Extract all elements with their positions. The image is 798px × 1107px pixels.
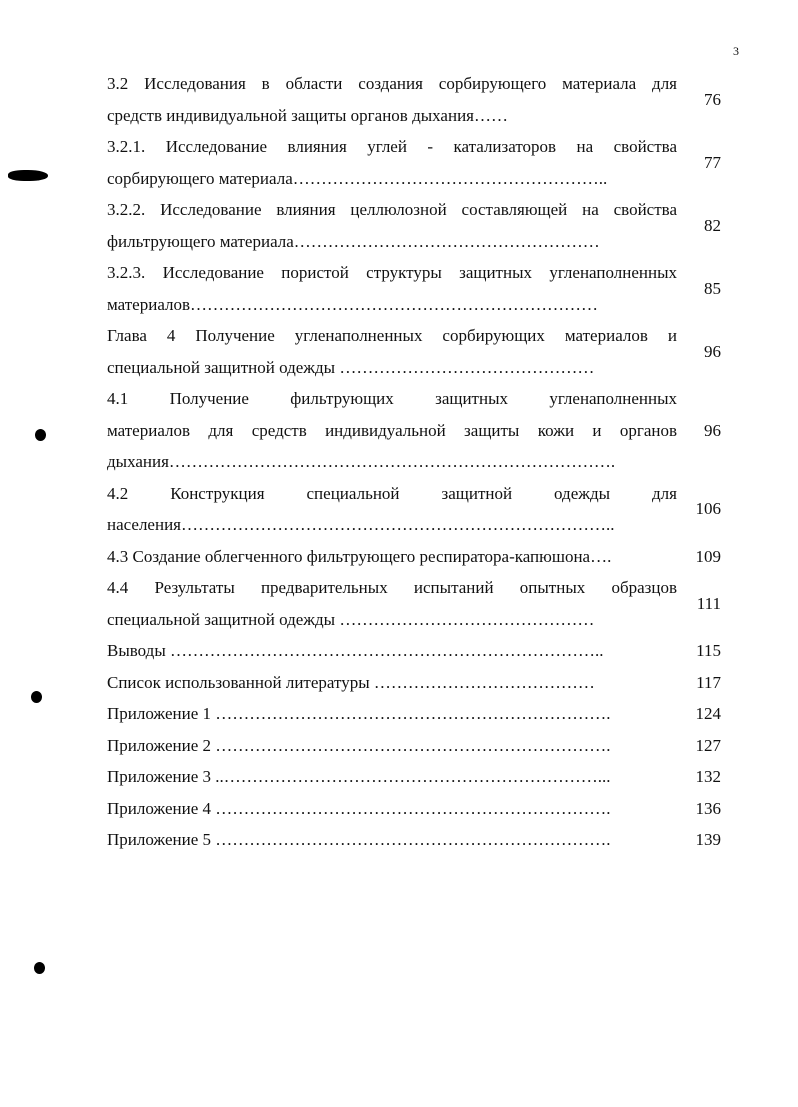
toc-line: 4.3 Создание облегченного фильтрующего респиратора-капюшона…. bbox=[107, 546, 612, 566]
toc-line: 3.2.3. Исследование пористой структуры защитных угленаполненных bbox=[107, 263, 677, 282]
toc-line: фильтрующего материала……………………………………………… bbox=[107, 231, 600, 251]
punch-hole-mark bbox=[35, 429, 46, 441]
toc-entry bbox=[107, 730, 721, 762]
toc-line: средств индивидуальной защиты органов дыхания…… bbox=[107, 105, 508, 125]
toc-entry-title bbox=[107, 320, 677, 383]
toc-page-number: 106 bbox=[695, 499, 721, 519]
toc-page-number: 96 bbox=[704, 420, 721, 440]
toc-line: Глава 4 Получение угленаполненных сорбирующих материалов и bbox=[107, 326, 677, 345]
toc-line: 4.4 Результаты предварительных испытаний опытных образцов bbox=[107, 578, 677, 597]
page-number: 3 bbox=[733, 44, 739, 58]
toc-page-number: 82 bbox=[704, 215, 721, 235]
toc-line: дыхания……………………………………………………………………. bbox=[107, 452, 616, 471]
toc-entry-title bbox=[107, 667, 677, 699]
toc-entry-title bbox=[107, 383, 677, 478]
toc-entry bbox=[107, 824, 721, 856]
toc-line: 3.2.1. Исследование влияния углей - катализаторов на свойства bbox=[107, 137, 677, 156]
toc-entry-title bbox=[107, 824, 677, 856]
toc-entry bbox=[107, 131, 721, 194]
toc-entry-title bbox=[107, 257, 677, 320]
toc-line: Приложение 5 ……………………………………………………………. bbox=[107, 830, 611, 849]
toc-entry-title bbox=[107, 131, 677, 194]
toc-entry-title bbox=[107, 68, 677, 131]
toc-line: Список использованной литературы ………………………………… bbox=[107, 672, 595, 692]
toc-entry-title bbox=[107, 194, 677, 257]
toc-page-number: 139 bbox=[695, 830, 721, 849]
toc-entry bbox=[107, 478, 721, 541]
toc-entry-title bbox=[107, 541, 677, 573]
toc-line: специальной защитной одежды ……………………………………… bbox=[107, 609, 595, 629]
toc-page-number: 111 bbox=[696, 593, 721, 613]
toc-entry bbox=[107, 383, 721, 478]
toc-line: Приложение 4 ……………………………………………………………. bbox=[107, 798, 611, 818]
toc-page-number: 76 bbox=[704, 89, 721, 109]
toc-line: Выводы ………………………………………………………………….. bbox=[107, 641, 604, 660]
toc-page-number: 127 bbox=[695, 735, 721, 755]
toc-page-number: 117 bbox=[696, 672, 721, 692]
toc-entry bbox=[107, 320, 721, 383]
toc-line: Приложение 3 ..…………………………………………………………... bbox=[107, 767, 611, 786]
toc-page-number: 85 bbox=[704, 278, 721, 298]
toc-entry bbox=[107, 257, 721, 320]
toc-page-number: 77 bbox=[704, 152, 721, 172]
toc-line: Приложение 1 ……………………………………………………………. bbox=[107, 704, 611, 723]
punch-hole-mark bbox=[34, 962, 45, 974]
toc-entry-title bbox=[107, 730, 677, 762]
toc-entry bbox=[107, 572, 721, 635]
toc-line: населения………………………………………………………………….. bbox=[107, 515, 615, 534]
toc-entry bbox=[107, 761, 721, 793]
toc-line: специальной защитной одежды ……………………………………… bbox=[107, 357, 595, 377]
toc-line: 3.2 Исследования в области создания сорбирующего материала для bbox=[107, 74, 677, 93]
toc-page-number: 109 bbox=[695, 546, 721, 566]
toc-entry-title bbox=[107, 635, 677, 667]
toc-entry bbox=[107, 541, 721, 573]
toc-entry-title bbox=[107, 793, 677, 825]
toc-entry bbox=[107, 793, 721, 825]
toc-line: сорбирующего материала……………………………………………….. bbox=[107, 168, 608, 188]
toc-entry bbox=[107, 68, 721, 131]
toc-entry bbox=[107, 194, 721, 257]
toc-entry bbox=[107, 667, 721, 699]
toc-entry bbox=[107, 698, 721, 730]
toc-page-number: 136 bbox=[695, 798, 721, 818]
toc-entry bbox=[107, 635, 721, 667]
toc-line: материалов……………………………………………………………… bbox=[107, 294, 599, 314]
ink-smudge bbox=[8, 170, 48, 181]
toc-page-number: 124 bbox=[695, 704, 721, 723]
toc-line: 3.2.2. Исследование влияния целлюлозной составляющей на свойства bbox=[107, 200, 677, 219]
toc-entry-title bbox=[107, 478, 677, 541]
toc-line: 4.1 Получение фильтрующих защитных угленаполненных bbox=[107, 389, 677, 408]
toc-line: Приложение 2 ……………………………………………………………. bbox=[107, 735, 611, 755]
toc-line: 4.2 Конструкция специальной защитной одежды для bbox=[107, 483, 677, 503]
toc-line: материалов для средств индивидуальной защиты кожи и органов bbox=[107, 420, 677, 440]
toc-page-number: 132 bbox=[695, 767, 721, 786]
toc-entry-title bbox=[107, 572, 677, 635]
table-of-contents bbox=[107, 68, 721, 856]
toc-entry-title bbox=[107, 761, 677, 793]
toc-page-number: 115 bbox=[696, 641, 721, 660]
toc-page-number: 96 bbox=[704, 341, 721, 361]
toc-entry-title bbox=[107, 698, 677, 730]
punch-hole-mark bbox=[31, 691, 42, 703]
